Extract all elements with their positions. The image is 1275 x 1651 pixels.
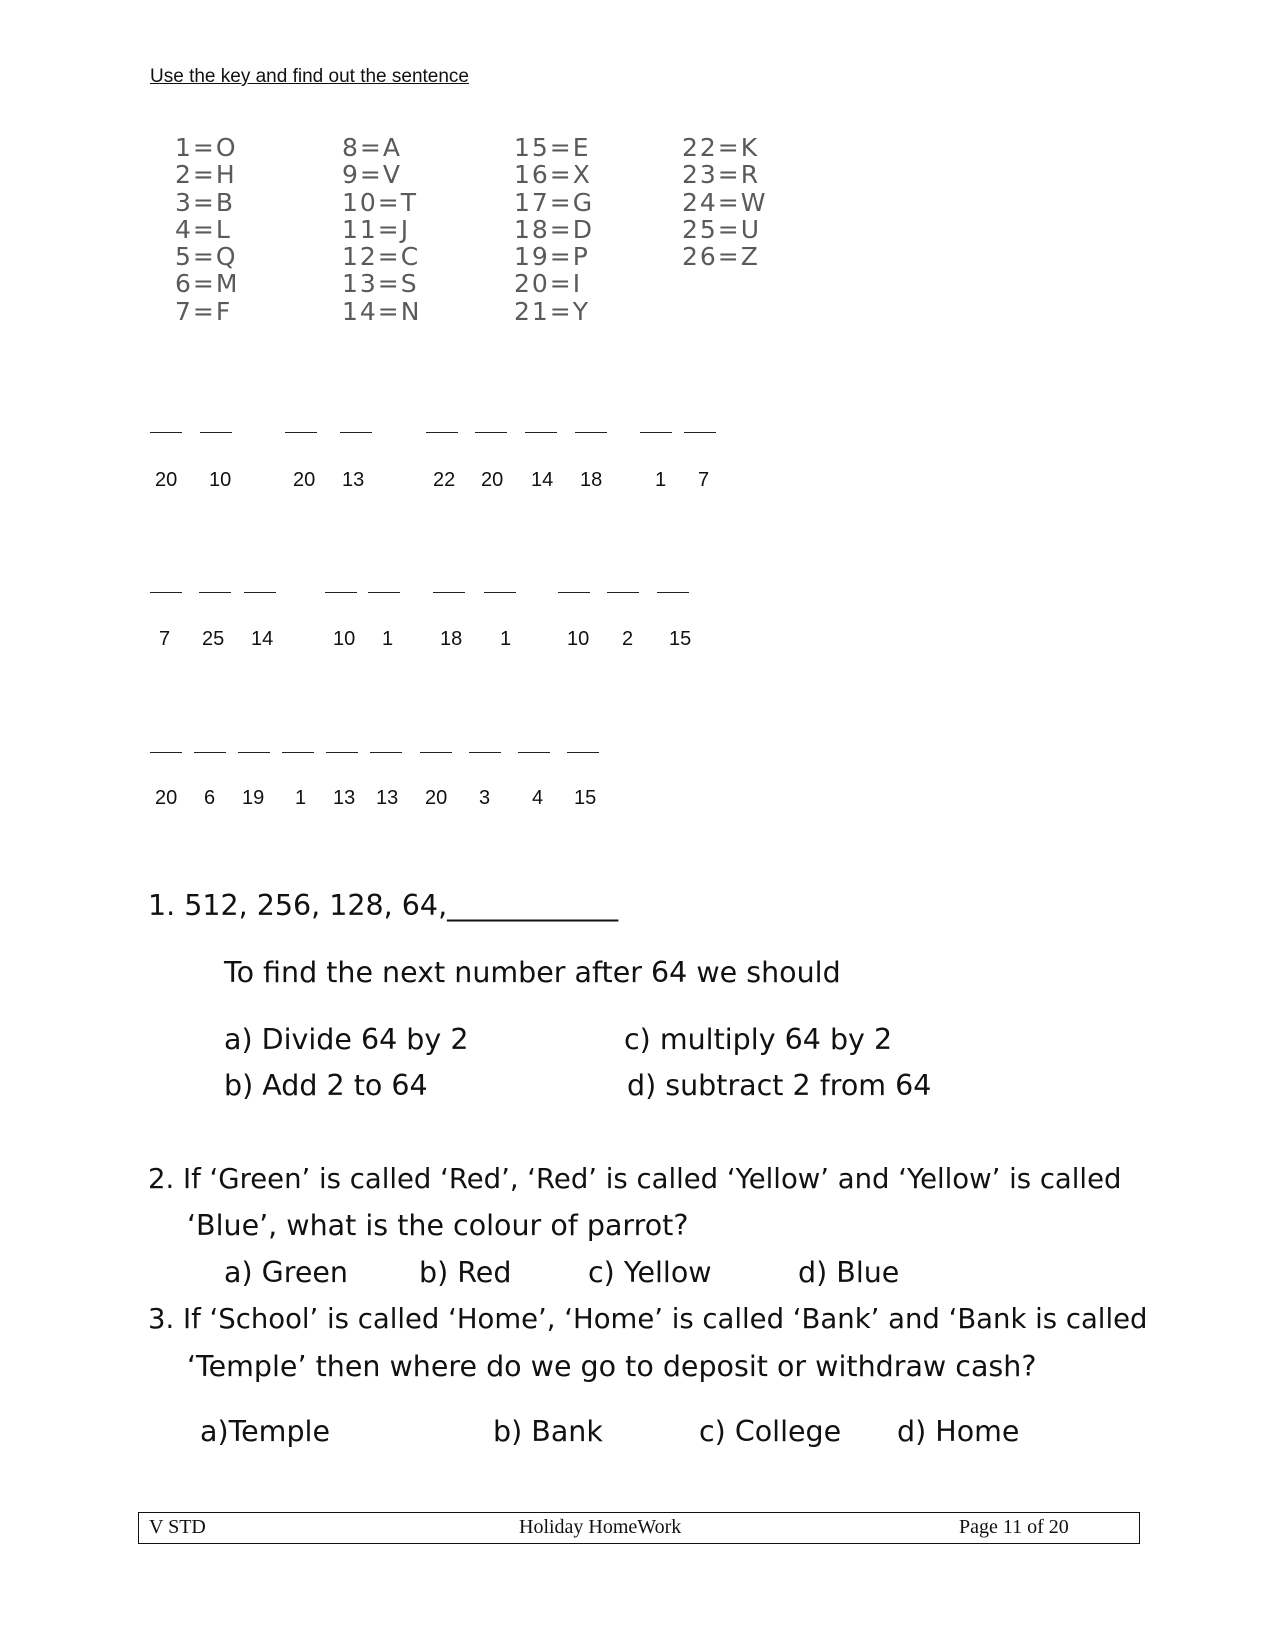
section-heading: Use the key and find out the sentence [150,66,469,87]
key-entry: 20=I [514,269,583,299]
key-entry: 19=P [514,242,590,272]
answer-blank[interactable] [150,592,182,593]
key-column-4 [682,134,767,270]
code-number: 15 [669,628,692,650]
answer-blank[interactable] [640,432,672,433]
code-number: 20 [155,469,178,491]
question-2-option-a[interactable]: a) Green [224,1256,348,1289]
code-number: 20 [155,787,178,809]
key-entry: 22=K [682,133,760,162]
footer-page-number: Page 11 of 20 [959,1516,1069,1538]
question-1-option-c[interactable]: c) multiply 64 by 2 [624,1023,893,1056]
key-entry: 18=D [514,214,595,244]
code-number: 15 [574,787,597,809]
key-entry: 13=S [342,269,419,299]
code-number: 2 [622,628,634,650]
code-number: 6 [204,787,216,809]
page-footer [138,1512,1140,1544]
question-3-option-d[interactable]: d) Home [897,1415,1020,1448]
code-number: 10 [567,628,590,650]
answer-blank[interactable] [285,432,317,433]
answer-blank[interactable] [194,752,226,753]
code-number: 20 [425,787,448,809]
answer-blank[interactable] [282,752,314,753]
code-number: 7 [698,469,710,491]
answer-blank[interactable] [518,752,550,753]
code-number: 3 [479,787,491,809]
question-1: 1. 512, 256, 128, 64,____________ [148,889,619,922]
question-2: 2. If ‘Green’ is called ‘Red’, ‘Red’ is called ‘Yellow’ and ‘Yellow’ is called [148,1163,1122,1195]
answer-blank[interactable] [426,432,458,433]
answer-blank[interactable] [244,592,276,593]
answer-blank[interactable] [567,752,599,753]
answer-blank[interactable] [469,752,501,753]
code-number: 1 [655,469,667,491]
answer-blank[interactable] [525,432,557,433]
footer-class: V STD [149,1516,206,1538]
question-3-option-b[interactable]: b) Bank [493,1415,603,1448]
key-entry: 1=O [175,133,238,162]
answer-blank[interactable] [150,432,182,433]
code-number: 14 [251,628,274,650]
question-3: 3. If ‘School’ is called ‘Home’, ‘Home’ is called ‘Bank’ and ‘Bank is called [148,1303,1148,1335]
answer-blank[interactable] [325,592,357,593]
answer-blank[interactable] [484,592,516,593]
question-2-option-c[interactable]: c) Yellow [588,1256,712,1289]
key-entry: 25=U [682,214,762,244]
key-entry: 26=Z [682,242,760,272]
key-entry: 12=C [342,242,421,272]
key-entry: 9=V [342,160,402,190]
key-entry: 21=Y [514,296,591,326]
key-entry: 5=Q [175,242,238,272]
key-entry: 6=M [175,269,240,299]
answer-blank[interactable] [370,752,402,753]
question-3-option-a[interactable]: a)Temple [200,1415,330,1448]
key-entry: 23=R [682,160,761,190]
code-number: 1 [295,787,307,809]
key-entry: 2=H [175,160,237,190]
code-number: 18 [440,628,463,650]
answer-blank[interactable] [684,432,716,433]
question-2-option-d[interactable]: d) Blue [798,1256,900,1289]
key-entry: 10=T [342,187,419,217]
key-entry: 3=B [175,187,236,217]
answer-blank[interactable] [558,592,590,593]
code-number: 22 [433,469,456,491]
code-number: 7 [159,628,171,650]
code-number: 19 [242,787,265,809]
footer-title: Holiday HomeWork [519,1516,682,1538]
code-number: 13 [333,787,356,809]
answer-blank[interactable] [199,592,231,593]
answer-blank[interactable] [475,432,507,433]
question-2-option-b[interactable]: b) Red [419,1256,512,1289]
answer-blank[interactable] [200,432,232,433]
answer-blank[interactable] [326,752,358,753]
answer-blank[interactable] [433,592,465,593]
key-entry: 7=F [175,296,233,326]
question-1-option-a[interactable]: a) Divide 64 by 2 [224,1023,469,1056]
key-entry: 17=G [514,187,595,217]
question-3-option-c[interactable]: c) College [699,1415,842,1448]
code-number: 14 [531,469,554,491]
answer-blank[interactable] [238,752,270,753]
code-number: 10 [209,469,232,491]
question-1-option-d[interactable]: d) subtract 2 from 64 [627,1069,932,1102]
answer-blank[interactable] [575,432,607,433]
code-number: 20 [293,469,316,491]
question-3-continued: ‘Temple’ then where do we go to deposit or withdraw cash? [187,1350,1037,1383]
code-number: 10 [333,628,356,650]
code-number: 1 [500,628,512,650]
code-number: 4 [532,787,544,809]
key-column-1 [175,134,239,325]
answer-blank[interactable] [368,592,400,593]
key-entry: 11=J [342,214,411,244]
key-entry: 4=L [175,214,232,244]
key-entry: 16=X [514,160,592,190]
question-2-continued: ‘Blue’, what is the colour of parrot? [187,1209,689,1242]
answer-blank[interactable] [607,592,639,593]
key-entry: 15=E [514,133,591,162]
key-column-3 [514,134,594,325]
code-number: 20 [481,469,504,491]
code-number: 13 [376,787,399,809]
code-number: 18 [580,469,603,491]
code-number: 1 [382,628,394,650]
key-entry: 14=N [342,296,422,326]
key-entry: 24=W [682,187,768,217]
answer-blank[interactable] [150,752,182,753]
answer-blank[interactable] [340,432,372,433]
question-1-option-b[interactable]: b) Add 2 to 64 [224,1069,428,1102]
code-number: 25 [202,628,225,650]
code-number: 13 [342,469,365,491]
question-1-prompt: To find the next number after 64 we should [224,956,841,989]
key-entry: 8=A [342,133,402,162]
answer-blank[interactable] [420,752,452,753]
answer-blank[interactable] [657,592,689,593]
key-column-2 [342,134,421,325]
